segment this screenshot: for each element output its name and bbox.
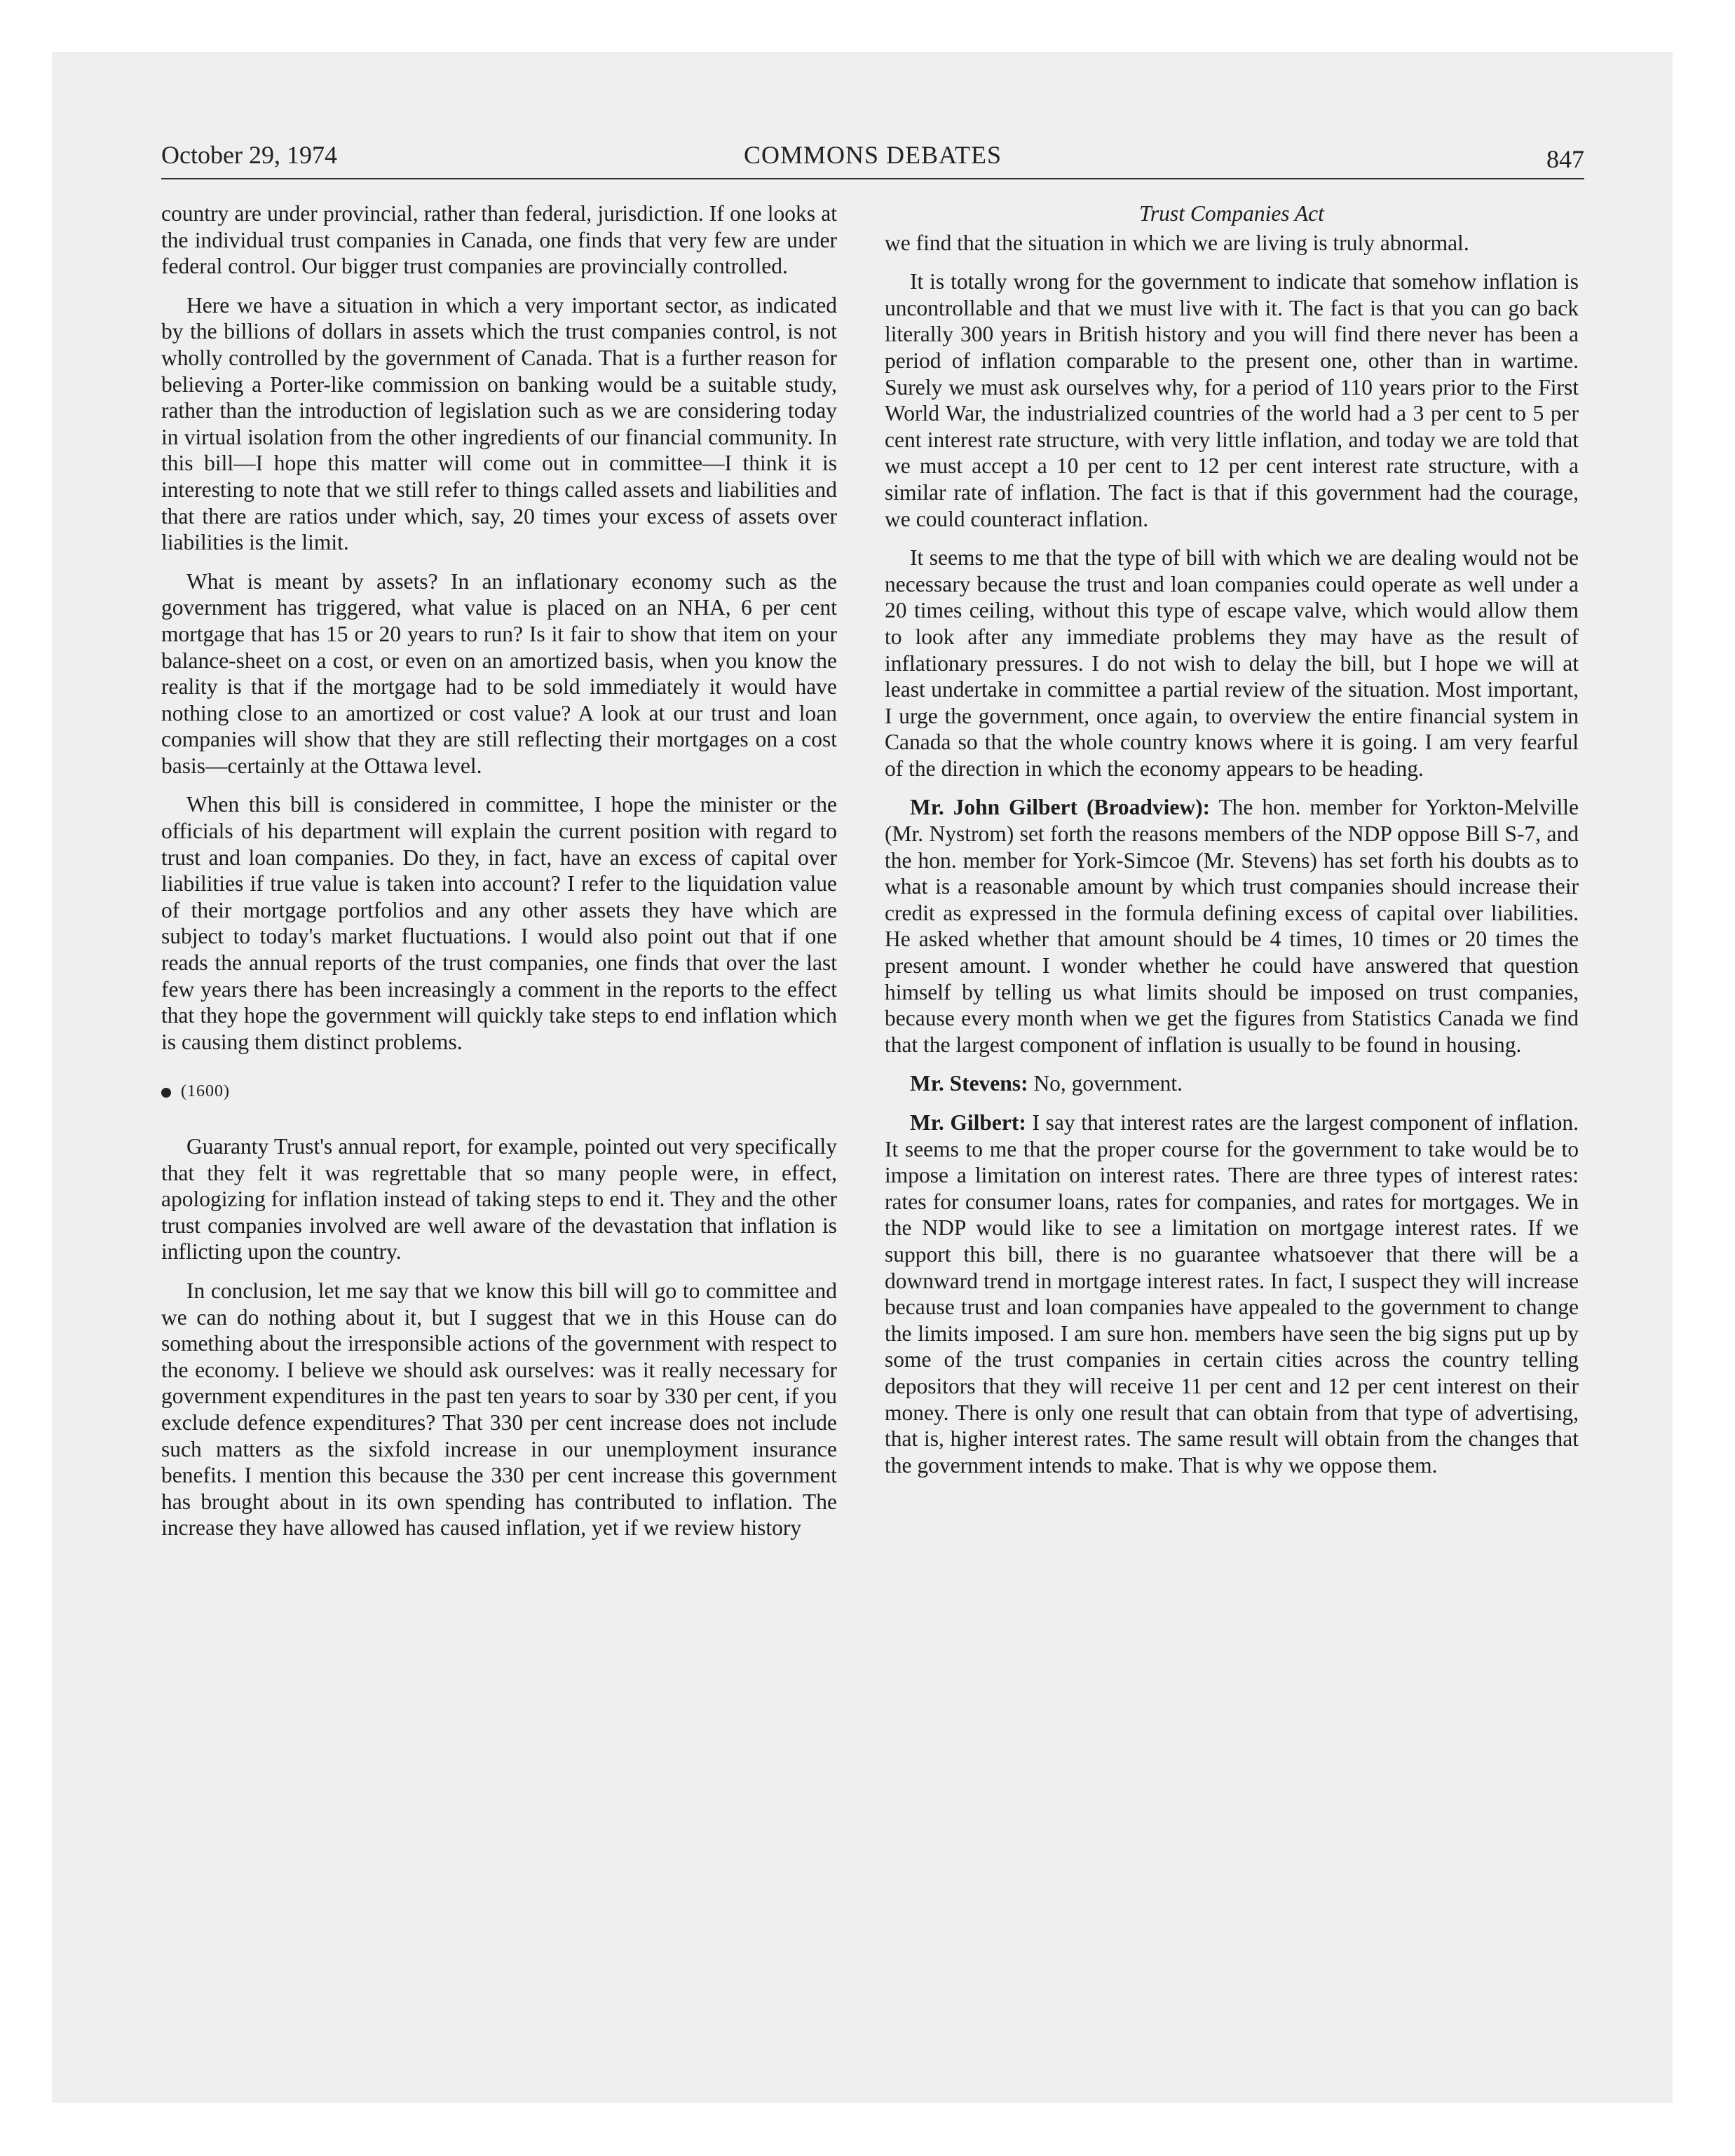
- paragraph: Here we have a situation in which a very important sector, as indicated by the billions of dollars in assets which the trust companies control, is not wholly controlled by the government of Canada. That is a further reason for believing a Porter-like commission on banking would be a suitable study, rather than the introduction of legislation such as we are considering today in virtual isolation from the other ingredients of our financial community. In this bill—I hope this matter will come out in committee—I think it is interesting to note that we still refer to things called assets and liabilities and that there are ratios under which, say, 20 times your excess of assets over liabilities is the limit.: [161, 292, 837, 555]
- speech-text: The hon. member for Yorkton-Melville (Mr. Nystrom) set forth the reasons members of the NDP oppose Bill S-7, and the hon. member for York-Simcoe (Mr. Stevens) has set forth his doubts as to what is a reasonable amount by which trust companies should increase their credit as expressed in the formula defining excess of capital over liabilities. He asked whether that amount should be 4 times, 10 times or 20 times the present amount. I wonder whether he could have answered that question himself by telling us what limits should be imposed on trust companies, because every month when we get the figures from Statistics Canada we find that the largest component of inflation is usually to be found in housing.: [885, 795, 1579, 1057]
- bullet-icon: [161, 1088, 171, 1098]
- speech-paragraph: [885, 794, 1579, 1058]
- left-column: [161, 200, 837, 1554]
- speech-paragraph: [885, 1070, 1579, 1097]
- paragraph: It seems to me that the type of bill with which we are dealing would not be necessary because the trust and loan companies could operate as well under a 20 times ceiling, without this type of escape valve, which would allow them to look after any immediate problems they may have as the result of inflationary pressures. I do not wish to delay the bill, but I hope we will at least undertake in committee a partial review of the situation. Most important, I urge the government, once again, to overview the entire financial system in Canada so that the whole country knows where it is going. I am very fearful of the direction in which the economy appears to be heading.: [885, 545, 1579, 781]
- speaker-name: Mr. Gilbert:: [910, 1110, 1026, 1135]
- time-marker: [161, 1079, 837, 1105]
- page-number: 847: [1546, 145, 1584, 173]
- paragraph: country are under provincial, rather than federal, jurisdiction. If one looks at the individual trust companies in Canada, one finds that very few are under federal control. Our bigger trust companies are provincially controlled.: [161, 201, 837, 279]
- speech-text: I say that interest rates are the largest component of inflation. It seems to me that the proper course for the government to take would be to impose a limitation on interest rates. There are three types of interest rates: rates for consumer loans, rates for companies, and rates for mortgages. We in the NDP would like to see a limitation on mortgage interest rates. If we support this bill, there is no guarantee whatsoever that there will be a downward trend in mortgage interest rates. In fact, I suspect they will increase because trust and loan companies have appealed to the government to change the limits imposed. I am sure hon. members have seen the big signs put up by some of the trust companies in certain cities across the country telling depositors that they will receive 11 per cent and 12 per cent interest on their money. There is only one result that can obtain from that type of advertising, that is, higher interest rates. The same result will obtain from the changes that the government intends to make. That is why we oppose them.: [885, 1110, 1579, 1478]
- speaker-name: Mr. John Gilbert (Broadview):: [910, 795, 1211, 820]
- paragraph: Guaranty Trust's annual report, for example, pointed out very specifically that they felt it was regrettable that so many people were, in effect, apologizing for inflation instead of taking steps to end it. They and the other trust companies involved are well aware of the devastation that inflation is inflicting upon the country.: [161, 1134, 837, 1264]
- paragraph: It is totally wrong for the government to indicate that somehow inflation is uncontrollable and that we must live with it. The fact is that you can go back literally 300 years in British history and you will find there never has been a period of inflation comparable to the present one, other than in wartime. Surely we must ask ourselves why, for a period of 110 years prior to the First World War, the industrialized countries of the world had a 3 per cent to 5 per cent interest rate structure, with very little inflation, and today we are told that we must accept a 10 per cent to 12 per cent interest rate structure, with a similar rate of inflation. The fact is that if this government had the courage, we could counteract inflation.: [885, 269, 1579, 531]
- paragraph: In conclusion, let me say that we know this bill will go to committee and we can do nothing about it, but I suggest that we in this House can do something about the irresponsible actions of the government with respect to the economy. I believe we should ask ourselves: was it really necessary for government expenditures in the past ten years to soar by 330 per cent, if you exclude defence expenditures? That 330 per cent increase does not include such matters as the sixfold increase in our unemployment insurance benefits. I mention this because the 330 per cent increase this government has brought about in its own spending has contributed to inflation. The increase they have allowed has caused inflation, yet if we review history: [161, 1278, 837, 1541]
- speech-paragraph: [885, 1110, 1579, 1478]
- running-head: Trust Companies Act: [1139, 201, 1324, 226]
- speech-text: No, government.: [1033, 1071, 1183, 1096]
- time-marker-label: (1600): [181, 1082, 230, 1101]
- paragraph: When this bill is considered in committee, I hope the minister or the officials of his department will explain the current position with regard to trust and loan companies. Do they, in fact, have an excess of capital over liabilities if true value is taken into account? I refer to the liquidation value of their mortgage portfolios and any other assets they have which are subject to today's market fluctuations. I would also point out that if one reads the annual reports of the trust companies, one finds that over the last few years there has been increasingly a comment in the reports to the effect that they hope the government will quickly take steps to end inflation which is causing them distinct problems.: [161, 792, 837, 1054]
- paragraph: What is meant by assets? In an inflationary economy such as the government has triggered, what value is placed on an NHA, 6 per cent mortgage that has 15 or 20 years to run? Is it fair to show that item on your balance-sheet on a cost, or even on an amortized basis, when you know the reality is that if the mortgage had to be sold immediately it would have nothing close to an amortized or cost value? A look at our trust and loan companies will show that they are still reflecting their mortgages on a cost basis—certainly at the Ottawa level.: [161, 568, 837, 778]
- speaker-name: Mr. Stevens:: [910, 1071, 1028, 1096]
- header-date: October 29, 1974: [161, 141, 337, 169]
- page-header: [161, 140, 1584, 179]
- header-publication: COMMONS DEBATES: [743, 141, 1002, 169]
- right-column: [885, 200, 1579, 1491]
- paragraph: we find that the situation in which we are living is truly abnormal.: [885, 230, 1469, 255]
